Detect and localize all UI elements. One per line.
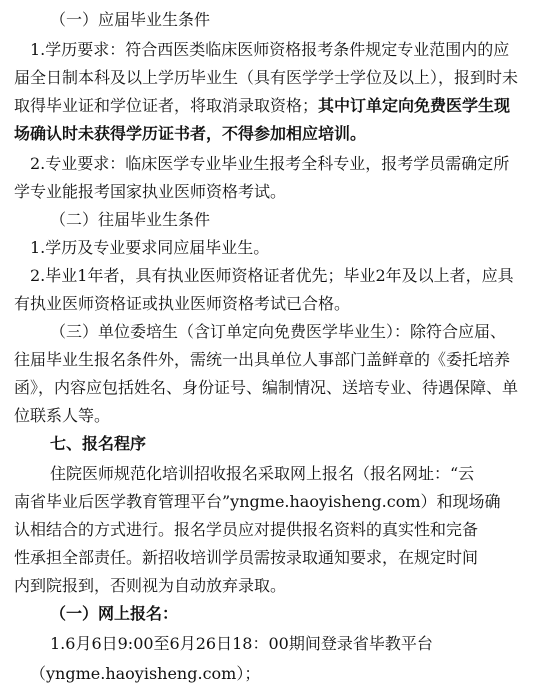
paragraph-line: 南省毕业后医学教育管理平台”yngme.haoyisheng.com）和现场确 bbox=[14, 492, 501, 511]
heading-fresh-graduates: （一）应届毕业生条件 bbox=[50, 10, 211, 29]
paragraph-line-bold: 场确认时未获得学历证书者，不得参加相应培训。 bbox=[14, 124, 367, 143]
section-heading-registration: 七、报名程序 bbox=[50, 434, 147, 453]
paragraph-line: 内到院报到，否则视为自动放弃录取。 bbox=[14, 576, 287, 595]
paragraph-line: 1.学历及专业要求同应届毕业生。 bbox=[30, 238, 270, 257]
paragraph-line: （三）单位委培生（含订单定向免费医学毕业生）：除符合应届、 bbox=[50, 322, 507, 341]
paragraph-line: 2.专业要求：临床医学专业毕业生报考全科专业，报考学员需确定所 bbox=[30, 154, 510, 173]
paragraph-line: 学专业能报考国家执业医师资格考试。 bbox=[14, 182, 287, 201]
subheading-online-registration: （一）网上报名： bbox=[50, 604, 179, 623]
paragraph-line: 有执业医师资格证或执业医师资格考试已合格。 bbox=[14, 294, 351, 313]
paragraph-line: 性承担全部责任。新招收培训学员需按录取通知要求，在规定时间 bbox=[14, 548, 479, 567]
paragraph-line: 住院医师规范化培训招收报名采取网上报名（报名网址：“云 bbox=[50, 464, 475, 483]
bold-text-span: 其中订单定向免费医学生现 bbox=[318, 96, 511, 115]
paragraph-line: 函》，内容应包括姓名、身份证号、编制情况、送培专业、待遇保障、单 bbox=[14, 378, 519, 397]
text-span: 取得毕业证和学位证者，将取消录取资格； bbox=[14, 96, 319, 115]
paragraph-line: 位联系人等。 bbox=[14, 406, 111, 425]
paragraph-line: 届全日制本科及以上学历毕业生（具有医学学士学位及以上），报到时未 bbox=[14, 68, 519, 87]
paragraph-line: 1.6月6日9:00至6月26日18：00期间登录省毕教平台 bbox=[50, 634, 433, 653]
paragraph-line: 2.毕业1年者，具有执业医师资格证者优先；毕业2年及以上者，应具 bbox=[30, 266, 514, 285]
paragraph-line: （yngme.haoyisheng.com）； bbox=[30, 664, 261, 683]
paragraph-line: 1.学历要求：符合西医类临床医师资格报考条件规定专业范围内的应 bbox=[30, 40, 510, 59]
heading-past-graduates: （二）往届毕业生条件 bbox=[50, 210, 211, 229]
paragraph-line: 往届毕业生报名条件外，需统一出具单位人事部门盖鲜章的《委托培养 bbox=[14, 350, 511, 369]
paragraph-line bbox=[14, 92, 522, 120]
paragraph-line: 认相结合的方式进行。报名学员应对提供报名资料的真实性和完备 bbox=[14, 520, 479, 539]
